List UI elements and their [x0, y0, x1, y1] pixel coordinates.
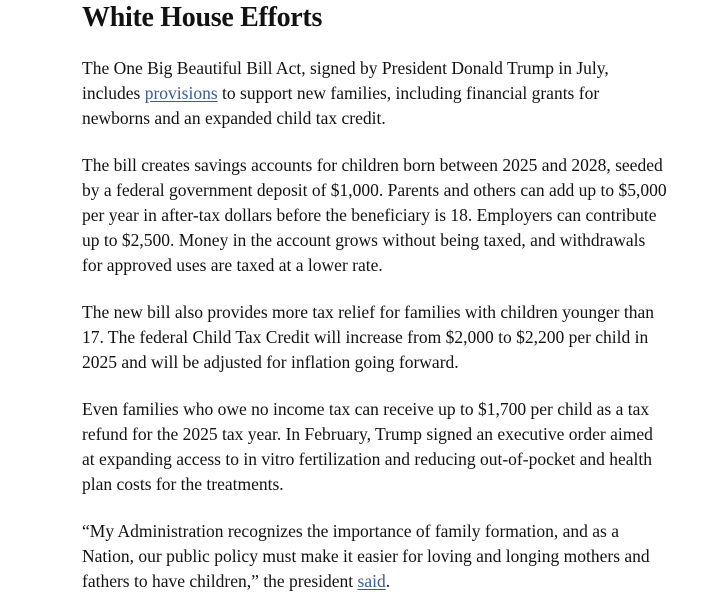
paragraph-text: The new bill also provides more tax relief for families with children younger than 17. The federal Child Tax Credit will increase from $2,000 to $2,200 per child in 2025 and will be adjusted for inflation going forward. — [82, 302, 654, 372]
said-link[interactable]: said — [357, 571, 386, 591]
provisions-link[interactable]: provisions — [144, 83, 218, 103]
page-title: White House Efforts — [82, 2, 323, 33]
paragraph-text: The One Big Beautiful Bill Act, signed by President Donald Trump in July, includes — [82, 58, 609, 103]
paragraph — [82, 56, 669, 131]
paragraph — [82, 519, 669, 594]
paragraph-text: Even families who owe no income tax can receive up to $1,700 per child as a tax refund for the 2025 tax year. In February, Trump signed an executive order aimed at expanding access to in vitro fertilization and reducing out-of-pocket and health plan costs for the treatments. — [82, 399, 653, 494]
paragraph-text: to support new families, including financial grants for newborns and an expanded child tax credit. — [82, 83, 600, 128]
paragraph-text: “My Administration recognizes the importance of family formation, and as a Nation, our public policy must make it easier for loving and longing mothers and fathers to have children,” the president — [82, 521, 650, 591]
article-body — [82, 56, 669, 594]
paragraph — [82, 153, 669, 278]
paragraph — [82, 397, 669, 497]
paragraph — [82, 300, 669, 375]
paragraph-text: The bill creates savings accounts for children born between 2025 and 2028, seeded by a federal government deposit of $1,000. Parents and others can add up to $5,000 per year in after-tax dollars before the beneficiary is 18. Employers can contribute up to $2,500. Money in the account grows without being taxed, and withdrawals for approved uses are taxed at a lower rate. — [82, 155, 667, 275]
paragraph-text: . — [385, 571, 391, 591]
